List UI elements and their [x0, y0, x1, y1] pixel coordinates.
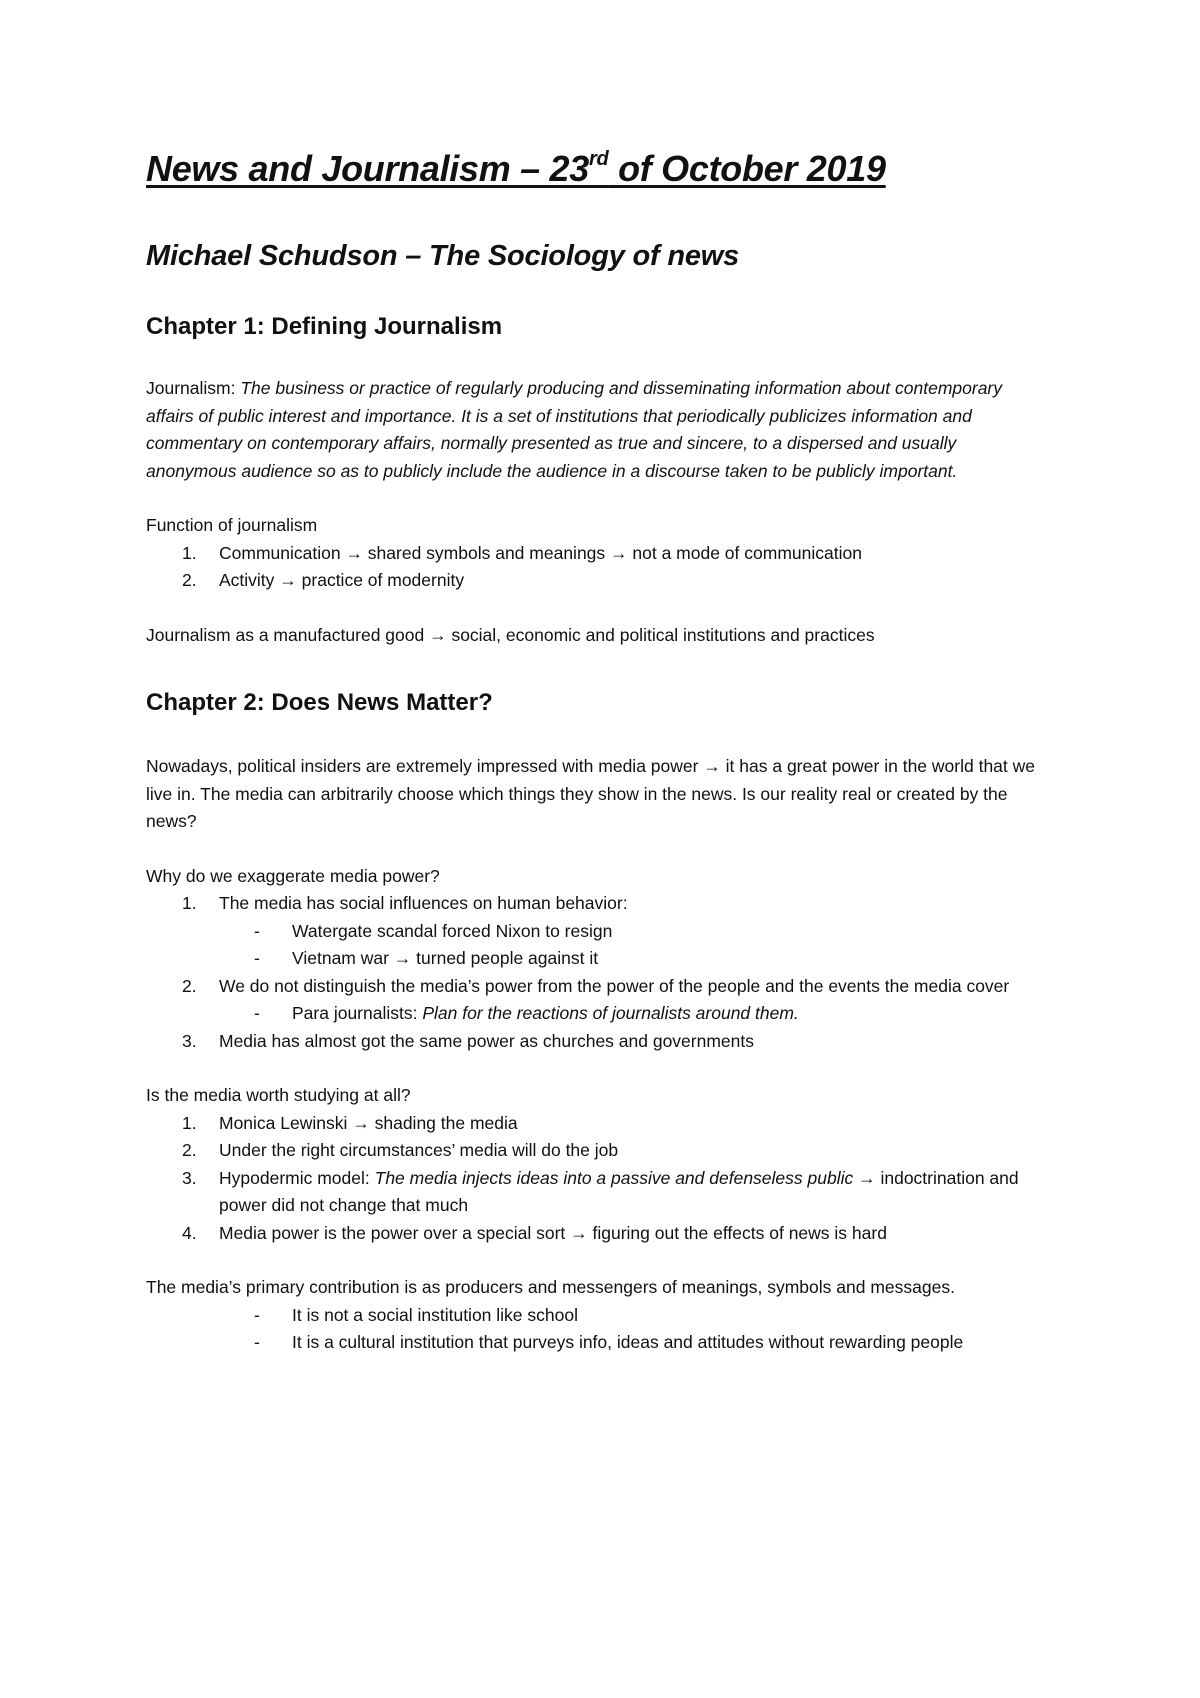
- list-item: [146, 567, 1046, 595]
- dash-bullet: -: [254, 920, 260, 941]
- dash-bullet: -: [254, 1332, 260, 1352]
- sub-list-item: [146, 1302, 1046, 1330]
- list-number: 3.: [182, 1030, 197, 1051]
- list-label: Hypodermic model:: [219, 1167, 375, 1188]
- title-superscript: rd: [588, 148, 609, 170]
- exaggerate-list: [146, 890, 1046, 918]
- sub-list-item: [146, 1329, 1046, 1357]
- sub-list-text: It is not a social institution like school: [292, 1304, 578, 1325]
- worth-list: [146, 1110, 1046, 1248]
- chapter2-intro: Nowadays, political insiders are extremely impressed with media power → it has a great power in the world that we live in. The media can arbitrarily choose which things they show in the news. Is our reality real or created by the news?: [146, 756, 1036, 831]
- list-item: [146, 1165, 1046, 1220]
- list-item: [146, 1110, 1046, 1138]
- dash-bullet: -: [254, 948, 260, 968]
- function-list: [146, 540, 1046, 595]
- sub-list-item: [146, 945, 1046, 973]
- list-text: Monica Lewinski → shading the media: [219, 1112, 518, 1133]
- list-number: 2.: [182, 975, 197, 996]
- sub-list-text: It is a cultural institution that purveys info, ideas and attitudes without rewarding people: [292, 1332, 964, 1352]
- exaggerate-sublist-2: [146, 1000, 1046, 1028]
- list-number: 3.: [182, 1167, 197, 1188]
- contribution-sublist: [146, 1302, 1046, 1357]
- journalism-definition: [146, 375, 1046, 485]
- document-page: [146, 148, 1046, 1357]
- sub-list-item: [146, 918, 1046, 946]
- exaggerate-list-cont: [146, 973, 1046, 1001]
- document-title: [146, 148, 1046, 190]
- list-text: We do not distinguish the media’s power from the power of the people and the events the media cover: [219, 975, 1010, 996]
- list-number: 4.: [182, 1222, 197, 1243]
- list-item: [146, 1220, 1046, 1248]
- dash-bullet: -: [254, 1304, 260, 1325]
- exaggerate-sublist-1: [146, 918, 1046, 973]
- list-text: Under the right circumstances’ media will do the job: [219, 1140, 619, 1160]
- exaggerate-list-end: [146, 1028, 1046, 1056]
- list-number: 1.: [182, 893, 197, 913]
- list-text: Communication → shared symbols and meanings → not a mode of communication: [219, 542, 862, 563]
- list-text: Media has almost got the same power as churches and governments: [219, 1030, 755, 1051]
- list-item: [146, 540, 1046, 568]
- list-number: 1.: [182, 542, 197, 563]
- definition-text: The business or practice of regularly producing and disseminating information about contemporary affairs of public interest and importance. It is a set of institutions that periodically publicizes information and commentary on contemporary affairs, normally presented as true and sincere, to a dispersed and usually anonymous audience so as to publicly include the audience in a discourse taken to be publicly important.: [146, 378, 1003, 481]
- sub-list-item: [146, 1000, 1046, 1028]
- contribution-text: The media’s primary contribution is as producers and messengers of meanings, symbols and messages.: [146, 1277, 955, 1297]
- title-rest: of October 2019: [608, 148, 886, 189]
- sub-list-label: Para journalists:: [292, 1003, 423, 1023]
- manufactured-good-text: Journalism as a manufactured good → social, economic and political institutions and practices: [146, 624, 875, 645]
- sub-list-text: Watergate scandal forced Nixon to resign: [292, 920, 613, 941]
- sub-list-text: Vietnam war → turned people against it: [292, 948, 599, 968]
- list-text: → indoctrination and power did not change that much: [219, 1167, 1019, 1215]
- dash-bullet: -: [254, 1003, 260, 1023]
- list-item: [146, 1137, 1046, 1165]
- document-subtitle: Michael Schudson – The Sociology of news: [146, 240, 740, 272]
- definition-label: Journalism:: [146, 378, 241, 398]
- list-italic-text: The media injects ideas into a passive and defenseless public: [374, 1167, 854, 1188]
- list-text: The media has social influences on human behavior:: [219, 893, 628, 913]
- function-heading: Function of journalism: [146, 515, 318, 535]
- list-text: Media power is the power over a special sort → figuring out the effects of news is hard: [219, 1222, 887, 1243]
- list-item: [146, 973, 1046, 1001]
- list-item: [146, 1028, 1046, 1056]
- exaggerate-heading: Why do we exaggerate media power?: [146, 865, 440, 886]
- chapter2-heading: Chapter 2: Does News Matter?: [146, 689, 493, 716]
- list-number: 1.: [182, 1112, 197, 1133]
- list-text: Activity → practice of modernity: [219, 570, 465, 590]
- list-number: 2.: [182, 570, 197, 590]
- chapter1-heading: Chapter 1: Defining Journalism: [146, 313, 503, 340]
- title-main: News and Journalism – 23: [146, 148, 589, 189]
- sub-list-text: Plan for the reactions of journalists around them.: [422, 1003, 799, 1023]
- list-number: 2.: [182, 1140, 197, 1160]
- worth-heading: Is the media worth studying at all?: [146, 1085, 411, 1105]
- list-item: [146, 890, 1046, 918]
